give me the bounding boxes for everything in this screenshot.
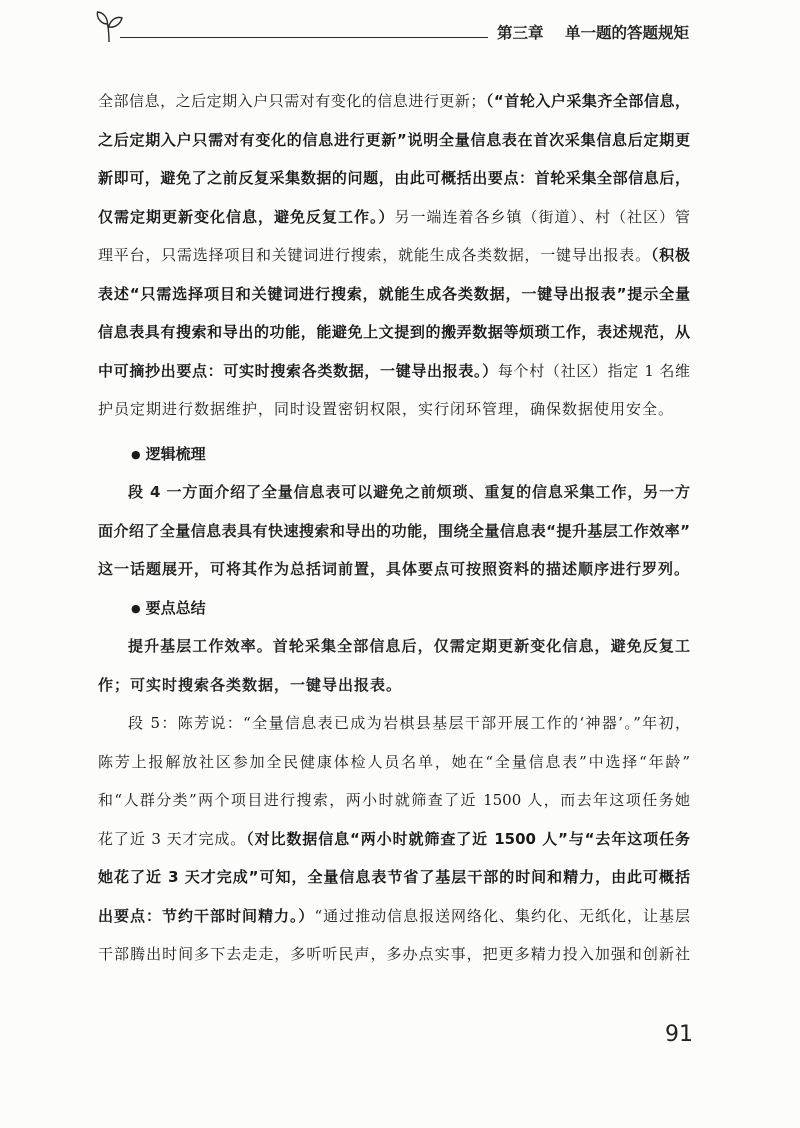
text-line xyxy=(98,550,690,589)
summary-text: 提升基层工作效率。首轮采集全部信息后，仅需定期更新变化信息，避免反复工 xyxy=(128,637,690,655)
text-line xyxy=(98,858,690,897)
analysis-text: 之后定期入户只需对有变化的信息进行更新”说明全量信息表在首次采集信息后定期更 xyxy=(98,130,690,149)
source-text: 和“人群分类”两个项目进行搜索，两小时就筛查了近 1500 人，而去年这项任务她 xyxy=(98,791,690,809)
paragraph-continued-material xyxy=(98,82,690,429)
source-text: 护员定期进行数据维护，同时设置密钥权限，实行闭环管理，确保数据使用安全。 xyxy=(98,400,675,418)
text-line xyxy=(98,275,690,314)
text-line xyxy=(98,352,690,391)
section-heading-text: 逻辑梳理 xyxy=(145,444,206,463)
source-text: “通过推动信息报送网络化、集约化、无纸化，让基层 xyxy=(314,906,690,925)
analysis-text: （对比数据信息“两小时就筛查了近 1500 人”与“去年这项任务 xyxy=(246,829,690,848)
analysis-text: 表述“只需选择项目和关键词进行搜索，就能生成各类数据，一键导出报表”提示全量 xyxy=(98,284,690,303)
text-line xyxy=(98,897,690,936)
text-line xyxy=(98,82,690,121)
text-line xyxy=(98,236,690,275)
analysis-text: 新即可，避免了之前反复采集数据的问题，由此可概括出要点：首轮采集全部信息后， xyxy=(98,169,690,187)
text-line xyxy=(98,390,690,429)
text-line xyxy=(98,121,690,160)
text-line xyxy=(98,198,690,237)
source-text: 干部腾出时间多下去走走，多听听民声，多办点实事，把更多精力投入加强和创新社 xyxy=(98,945,690,963)
bullet-icon: ● xyxy=(131,447,141,461)
analysis-text: 她花了近 3 天才完成”可知，全量信息表节省了基层干部的时间和精力，由此可概括 xyxy=(98,868,690,886)
text-line xyxy=(98,473,690,512)
paragraph-key-points xyxy=(98,627,690,704)
bullet-icon: ● xyxy=(131,601,141,615)
page-number: 91 xyxy=(665,1022,693,1047)
summary-text: 作；可实时搜索各类数据，一键导出报表。 xyxy=(98,675,403,694)
source-text: 段 5：陈芳说：“全量信息表已成为岩棋县基层干部开展工作的‘神器’。”年初， xyxy=(128,714,690,732)
sprout-icon xyxy=(94,8,124,44)
text-line xyxy=(98,704,690,743)
summary-text: 段 4 一方面介绍了全量信息表可以避免之前烦琐、重复的信息采集工作，另一方 xyxy=(128,483,690,501)
section-heading-key-points xyxy=(98,589,690,628)
analysis-text: （“首轮入户采集齐全部信息， xyxy=(485,92,690,110)
source-text: 花了近 3 天才完成。 xyxy=(98,829,247,848)
text-line xyxy=(98,512,690,551)
paragraph-section-5 xyxy=(98,704,690,974)
source-text: 每个村（社区）指定 1 名维 xyxy=(497,361,690,380)
source-text: 另一端连着各乡镇（街道）、村（社区）管 xyxy=(394,207,690,226)
header-rule xyxy=(120,37,488,38)
text-line xyxy=(98,627,690,666)
analysis-text: 中可摘抄出要点：可实时搜索各类数据，一键导出报表。） xyxy=(98,361,498,380)
text-line xyxy=(98,666,690,705)
text-line xyxy=(98,159,690,198)
text-line xyxy=(98,313,690,352)
section-heading-text: 要点总结 xyxy=(145,598,206,617)
text-line xyxy=(98,743,690,782)
text-line xyxy=(98,781,690,820)
analysis-text: 信息表具有搜索和导出的功能，能避免上文提到的搬弄数据等烦琐工作，表述规范，从 xyxy=(98,323,690,341)
section-heading-logic-review xyxy=(98,435,690,474)
chapter-number: 第三章 xyxy=(497,24,544,42)
summary-text: 这一话题展开，可将其作为总括词前置，具体要点可按照资料的描述顺序进行罗列。 xyxy=(98,560,691,578)
source-text: 全部信息，之后定期入户只需对有变化的信息进行更新； xyxy=(98,92,486,110)
analysis-text: 出要点：节约干部时间精力。） xyxy=(98,906,315,925)
paragraph-logic-review xyxy=(98,473,690,589)
text-line xyxy=(98,820,690,859)
summary-text: 面介绍了全量信息表具有快速搜索和导出的功能，围绕全量信息表“提升基层工作效率” xyxy=(98,521,690,540)
analysis-text: （积极 xyxy=(650,246,690,264)
chapter-title: 单一题的答题规矩 xyxy=(565,24,690,42)
analysis-text: 仅需定期更新变化信息，避免反复工作。） xyxy=(98,207,395,226)
page-body xyxy=(98,82,690,974)
source-text: 理平台，只需选择项目和关键词进行搜索，就能生成各类数据，一键导出报表。 xyxy=(98,246,651,264)
source-text: 陈芳上报解放社区参加全民健康体检人员名单，她在“全量信息表”中选择“年龄” xyxy=(98,752,690,771)
text-line xyxy=(98,935,690,974)
